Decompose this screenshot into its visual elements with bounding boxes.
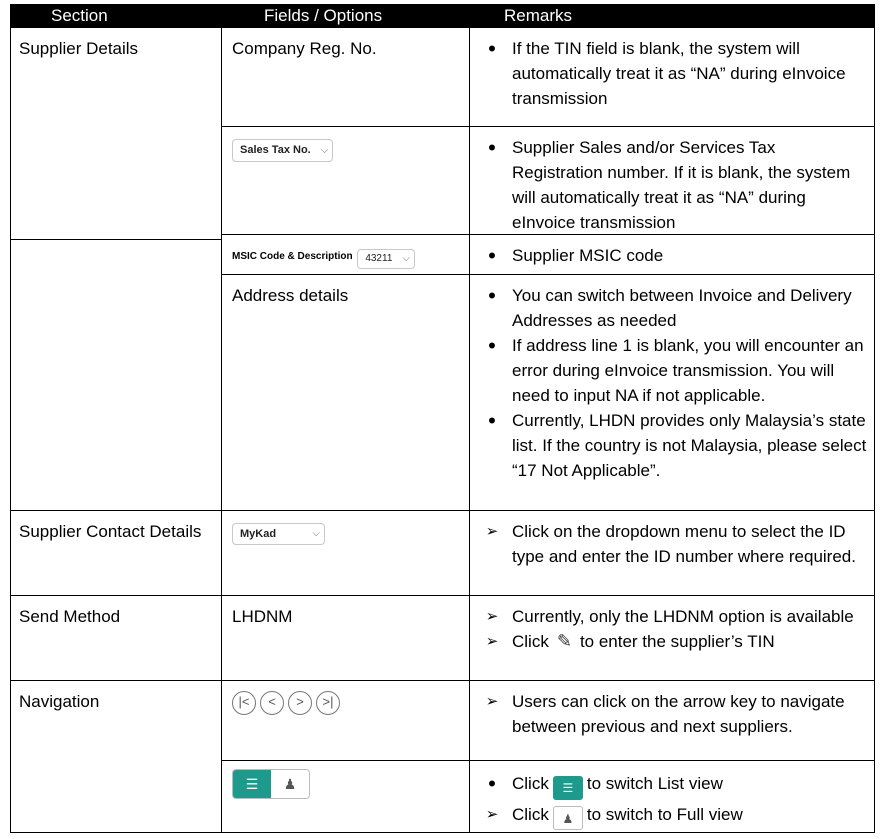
section-cell-supplier-details: [10, 28, 221, 240]
section-cell-spacer: [10, 240, 221, 275]
pencil-icon[interactable]: ✎: [556, 631, 572, 651]
view-toggle: [232, 769, 310, 799]
last-page-icon[interactable]: >|: [316, 691, 340, 715]
msic-label: MSIC Code & Description: [232, 251, 353, 263]
chevron-down-icon: ⌵: [402, 253, 410, 264]
field-cell: [221, 681, 469, 761]
first-page-icon[interactable]: |<: [232, 691, 256, 715]
field-label: Address details: [232, 286, 349, 305]
id-type-dropdown[interactable]: MyKad ⌵: [232, 523, 325, 545]
bullet-icon: •: [488, 36, 496, 61]
field-cell: [221, 511, 469, 596]
previous-icon[interactable]: <: [260, 691, 284, 715]
next-icon[interactable]: >: [288, 691, 312, 715]
remark-item: ➢ Click on the dropdown menu to select the ID type and enter the ID number where required.: [470, 519, 868, 569]
sales-tax-dropdown[interactable]: Sales Tax No. ⌵: [232, 139, 333, 162]
bullet-icon: •: [488, 771, 496, 796]
remark-item: • If the TIN field is blank, the system will automatically treat it as “NA” during eInvoice transmission: [470, 36, 868, 111]
header-remarks: Remarks: [504, 6, 573, 25]
remark-item: • Supplier MSIC code: [470, 243, 868, 268]
remark-item: • If address line 1 is blank, you will encounter an error during eInvoice transmission. You will need to input NA if not applicable.: [470, 333, 868, 408]
header-fields: Fields / Options: [264, 6, 383, 25]
field-cell: [221, 596, 469, 681]
section-cell-empty: [10, 275, 221, 511]
field-cell: [221, 28, 469, 127]
remark-item: • Click ☰ to switch List view: [470, 769, 868, 800]
header-section: Section: [51, 6, 108, 25]
field-cell: [221, 235, 469, 275]
arrow-bullet-icon: ➢: [485, 608, 499, 625]
remarks-cell: [469, 235, 875, 275]
remarks-cell: [469, 28, 875, 127]
bullet-icon: •: [488, 135, 496, 160]
field-label: LHDNM: [232, 607, 293, 626]
section-label: Supplier Details: [19, 39, 139, 58]
arrow-bullet-icon: ➢: [485, 806, 499, 823]
msic-dropdown[interactable]: 43211 ⌵: [357, 249, 415, 269]
full-view-icon[interactable]: ♟: [553, 806, 583, 830]
remark-item: ➢ Click ♟ to switch to Full view: [470, 800, 868, 830]
arrow-bullet-icon: ➢: [485, 633, 499, 650]
remark-item: ➢ Users can click on the arrow key to navigate between previous and next suppliers.: [470, 689, 868, 739]
remark-item: • Currently, LHDN provides only Malaysia’s state list. If the country is not Malaysia, please select “17 Not Applicable”.: [470, 408, 868, 483]
section-label: Supplier Contact Details: [19, 522, 202, 541]
list-view-icon[interactable]: ☰: [553, 776, 583, 800]
bullet-icon: •: [488, 243, 496, 268]
list-view-icon[interactable]: ☰: [233, 770, 271, 798]
remarks-cell: [469, 681, 875, 761]
section-cell-send-method: [10, 596, 221, 681]
bullet-icon: •: [488, 283, 496, 308]
remarks-cell: [469, 761, 875, 833]
chevron-down-icon: ⌵: [320, 145, 329, 156]
field-cell: [221, 127, 469, 235]
chevron-down-icon: ⌵: [312, 528, 320, 539]
arrow-bullet-icon: ➢: [485, 693, 499, 710]
remark-item: ➢ Currently, only the LHDNM option is available: [470, 604, 868, 629]
bullet-icon: •: [488, 333, 496, 358]
field-label: Company Reg. No.: [232, 39, 377, 58]
remarks-cell: [469, 275, 875, 511]
section-label: Navigation: [19, 692, 100, 711]
field-cell: [221, 275, 469, 511]
section-cell-navigation: [10, 681, 221, 833]
remarks-cell: [469, 511, 875, 596]
full-view-icon[interactable]: ♟: [271, 770, 309, 798]
remarks-cell: [469, 127, 875, 235]
arrow-bullet-icon: ➢: [485, 523, 499, 540]
remark-item: • Supplier Sales and/or Services Tax Registration number. If it is blank, the system will automatically treat it as “NA” during eInvoice transmission: [470, 135, 868, 235]
remark-item: ➢ Click ✎ to enter the supplier’s TIN: [470, 629, 868, 654]
section-label: Send Method: [19, 607, 121, 626]
field-cell: [221, 761, 469, 833]
remarks-cell: [469, 596, 875, 681]
table-header: [10, 4, 875, 28]
bullet-icon: •: [488, 408, 496, 433]
remark-item: • You can switch between Invoice and Delivery Addresses as needed: [470, 283, 868, 333]
section-cell-contact: [10, 511, 221, 596]
